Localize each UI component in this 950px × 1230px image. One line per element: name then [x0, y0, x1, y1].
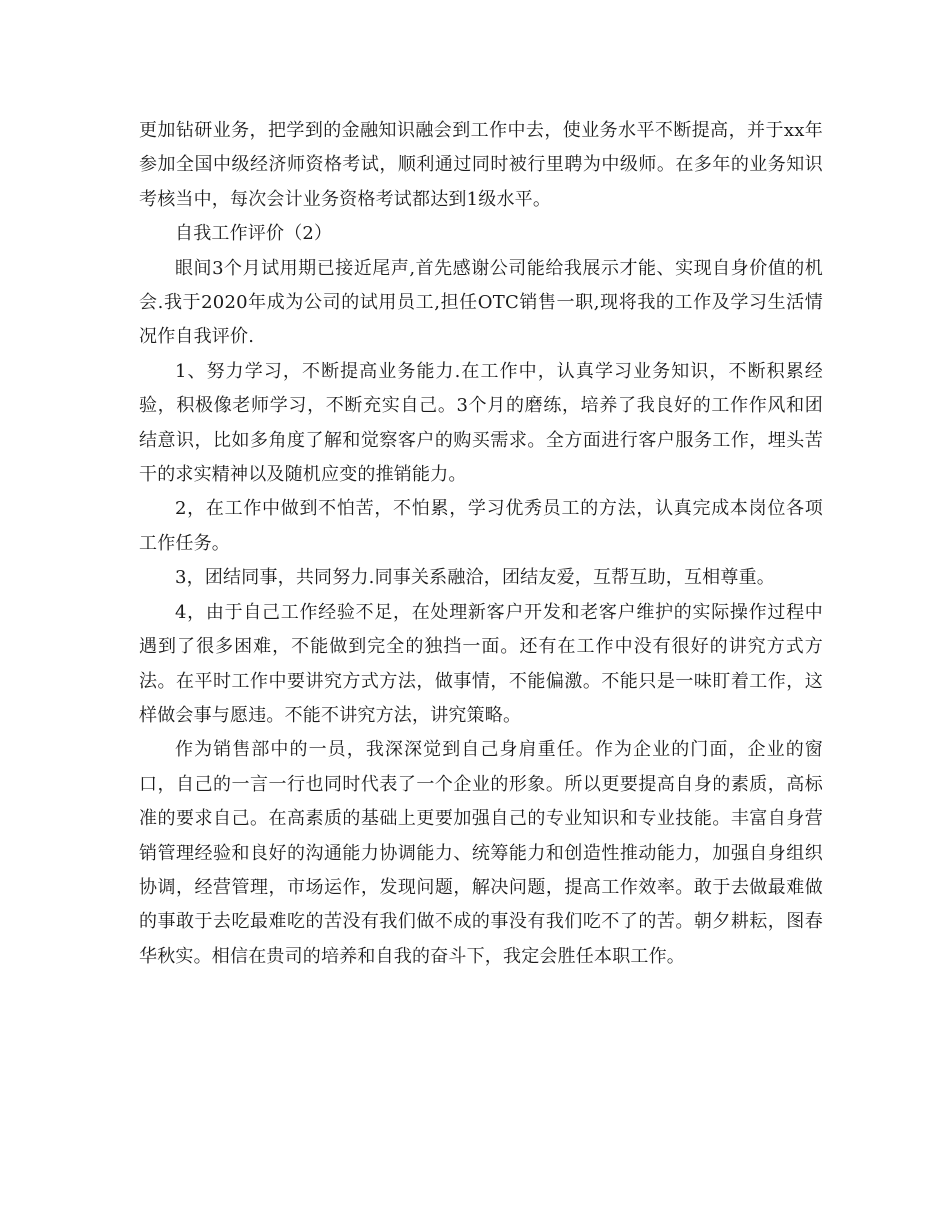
- paragraph-point-2: 2，在工作中做到不怕苦，不怕累，学习优秀员工的方法，认真完成本岗位各项工作任务。: [139, 498, 823, 554]
- document-body: [139, 114, 823, 974]
- paragraph-conclusion: 作为销售部中的一员，我深深觉到自己身肩重任。作为企业的门面，企业的窗口，自己的一言一行也同时代表了一个企业的形象。所以更要提高自身的素质，高标准的要求自己。在高素质的基础上更要加强自己的专业知识和专业技能。丰富自身营销管理经验和良好的沟通能力协调能力、统筹能力和创造性推动能力，加强自身组织协调，经营管理，市场运作，发现问题，解决问题，提高工作效率。敢于去做最难做的事敢于去吃最难吃的苦没有我们做不成的事没有我们吃不了的苦。朝夕耕耘，图春华秋实。相信在贵司的培养和自我的奋斗下，我定会胜任本职工作。: [139, 739, 823, 967]
- paragraph-point-3: 3，团结同事，共同努力.同事关系融洽，团结友爱，互帮互助，互相尊重。: [175, 567, 775, 589]
- paragraph-point-4: 4，由于自己工作经验不足，在处理新客户开发和老客户维护的实际操作过程中遇到了很多困难，不能做到完全的独挡一面。还有在工作中没有很好的讲究方式方法。在平时工作中要讲究方式方法，做事情，不能偏激。不能只是一味盯着工作，这样做会事与愿违。不能不讲究方法，讲究策略。: [139, 601, 823, 726]
- paragraph-continued: 更加钻研业务，把学到的金融知识融会到工作中去，使业务水平不断提高，并于xx年参加全国中级经济师资格考试，顺利通过同时被行里聘为中级师。在多年的业务知识考核当中，每次会计业务资格考试都达到1级水平。: [139, 120, 823, 210]
- paragraph-intro: 眼间3个月试用期已接近尾声,首先感谢公司能给我展示才能、实现自身价值的机会.我于2020年成为公司的试用员工,担任OTC销售一职,现将我的工作及学习生活情况作自我评价.: [139, 257, 823, 348]
- section-heading: 自我工作评价（2）: [175, 223, 333, 245]
- paragraph-point-1: 1、努力学习，不断提高业务能力.在工作中，认真学习业务知识，不断积累经验，积极像老师学习，不断充实自己。3个月的磨练，培养了我良好的工作作风和团结意识，比如多角度了解和觉察客户的购买需求。全方面进行客户服务工作，埋头苦干的求实精神以及随机应变的推销能力。: [139, 360, 823, 486]
